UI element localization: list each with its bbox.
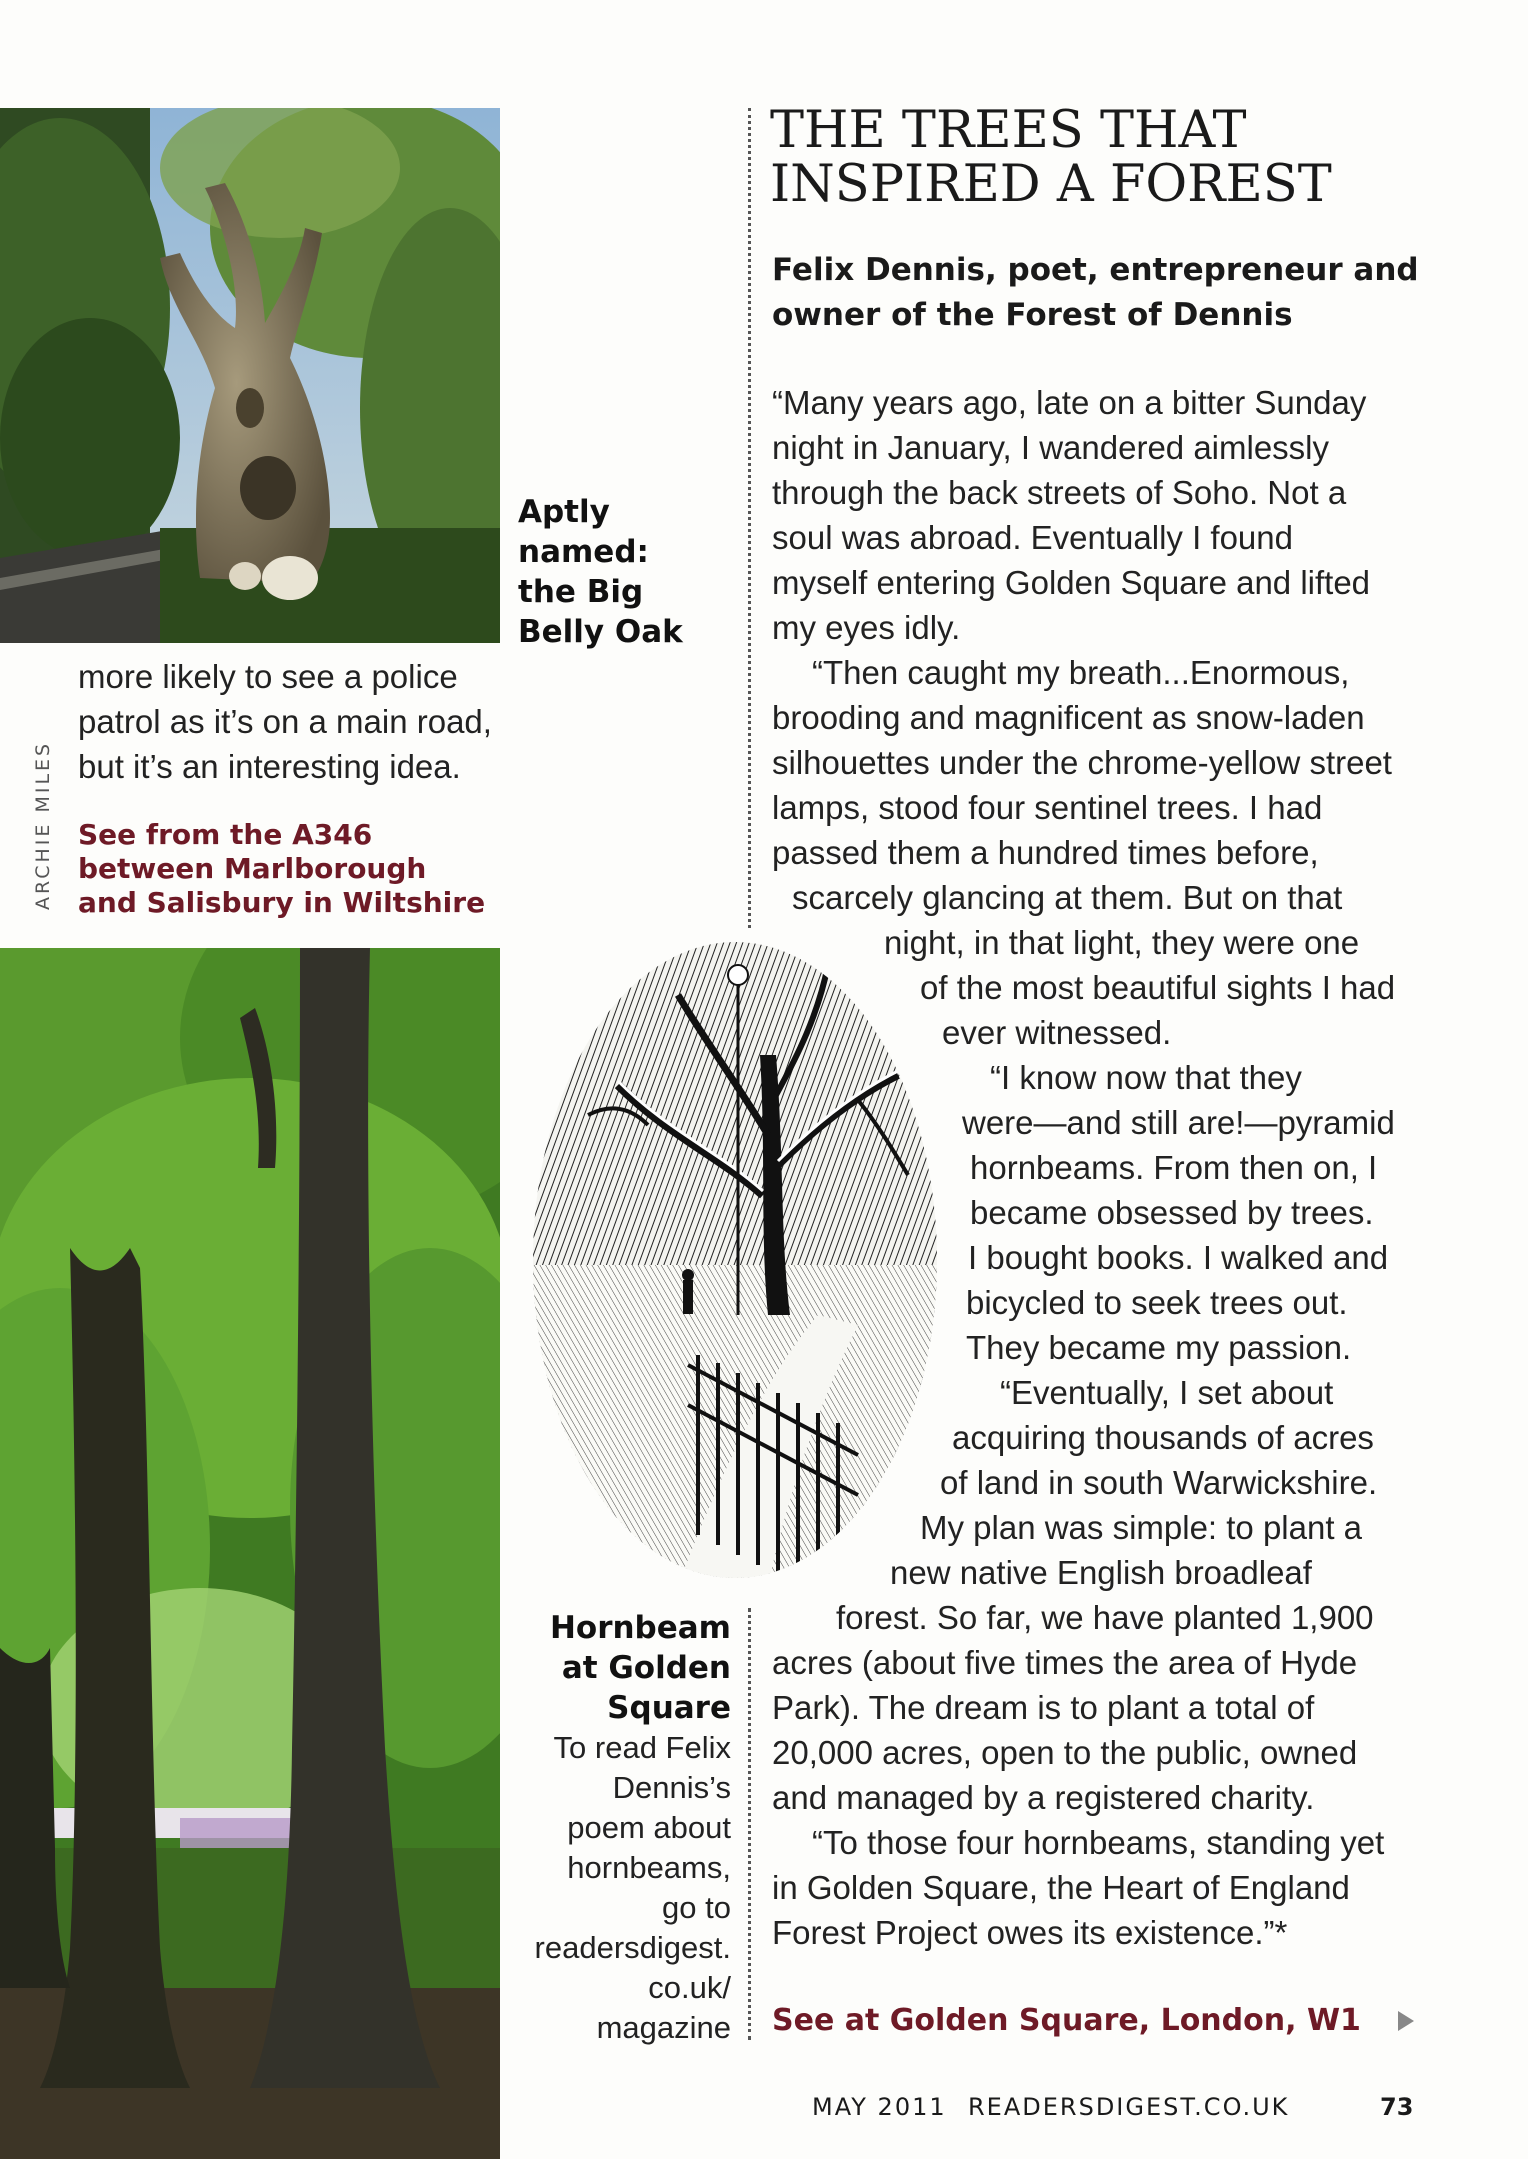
body-line: I bought books. I walked and <box>968 1239 1389 1276</box>
body-line: but it’s an interesting idea. <box>78 748 461 785</box>
body-line: passed them a hundred times before, <box>772 834 1319 871</box>
body-line: ever witnessed. <box>942 1014 1172 1051</box>
body-line: patrol as it’s on a main road, <box>78 703 492 740</box>
hornbeam-caption-title <box>505 1608 731 1728</box>
body-line: Forest Project owes its existence.”* <box>772 1914 1288 1951</box>
location-line: and Salisbury in Wiltshire <box>78 886 486 919</box>
photo-credit: ARCHIE MILES <box>32 740 54 910</box>
caption-line: at Golden <box>561 1650 731 1686</box>
body-line: My plan was simple: to plant a <box>920 1509 1363 1546</box>
body-line: They became my passion. <box>966 1329 1352 1366</box>
body-line: 20,000 acres, open to the public, owned <box>772 1734 1358 1771</box>
caption-line: hornbeams, <box>567 1850 731 1885</box>
headline-line: INSPIRED A FOREST <box>770 155 1332 214</box>
body-line: forest. So far, we have planted 1,900 <box>836 1599 1374 1636</box>
caption-line: Belly Oak <box>518 614 683 650</box>
body-line: new native English broadleaf <box>890 1554 1312 1591</box>
body-line: more likely to see a police <box>78 658 458 695</box>
issue-date: MAY 2011 <box>812 2093 947 2121</box>
hornbeam-caption <box>505 1608 731 2048</box>
body-line: became obsessed by trees. <box>970 1194 1374 1231</box>
location-line: between Marlborough <box>78 852 427 885</box>
caption-line: Square <box>607 1690 731 1726</box>
site-url: READERSDIGEST.CO.UK <box>968 2093 1290 2121</box>
body-line: “To those four hornbeams, standing yet <box>812 1824 1385 1861</box>
body-line: brooding and magnificent as snow-laden <box>772 699 1365 736</box>
hornbeam-engraving <box>528 935 942 1585</box>
body-line: through the back streets of Soho. Not a <box>772 474 1347 511</box>
continue-arrow-icon <box>1398 2011 1414 2031</box>
page-number: 73 <box>1380 2093 1414 2121</box>
body-line: Park). The dream is to plant a total of <box>772 1689 1315 1726</box>
caption-line: poem about <box>567 1810 731 1845</box>
deck-line: Felix Dennis, poet, entrepreneur and <box>772 252 1419 288</box>
body-line: “Many years ago, late on a bitter Sunday <box>772 384 1367 421</box>
caption-line: the Big <box>518 574 644 610</box>
left-column-text <box>78 654 508 789</box>
column-divider <box>748 108 751 928</box>
big-belly-oak-photo <box>0 108 500 643</box>
body-line: were—and still are!—pyramid <box>962 1104 1395 1141</box>
body-line: acres (about five times the area of Hyde <box>772 1644 1358 1681</box>
body-line: of land in south Warwickshire. <box>940 1464 1378 1501</box>
deck-line: owner of the Forest of Dennis <box>772 297 1293 333</box>
body-line: night, in that light, they were one <box>884 924 1360 961</box>
caption-line: Dennis’s <box>612 1770 731 1805</box>
body-line: “Then caught my breath...Enormous, <box>812 654 1350 691</box>
article-headline <box>770 101 1470 214</box>
body-line: scarcely glancing at them. But on that <box>792 879 1343 916</box>
caption-line: co.uk/ <box>648 1970 731 2005</box>
body-line: and managed by a registered charity. <box>772 1779 1315 1816</box>
headline-line: THE TREES THAT <box>770 101 1247 160</box>
golden-square-location: See at Golden Square, London, W1 <box>772 2003 1361 2038</box>
body-line: hornbeams. From then on, I <box>970 1149 1378 1186</box>
body-line: acquiring thousands of acres <box>952 1419 1374 1456</box>
body-line: “I know now that they <box>990 1059 1302 1096</box>
hornbeam-caption-body <box>505 1728 731 2048</box>
caption-line: go to <box>662 1890 731 1925</box>
caption-line: To read Felix <box>553 1730 731 1765</box>
body-line: “Eventually, I set about <box>1000 1374 1334 1411</box>
oak-photo-caption <box>518 492 708 652</box>
caption-line: Hornbeam <box>549 1610 731 1646</box>
body-line: myself entering Golden Square and lifted <box>772 564 1371 601</box>
article-deck <box>772 248 1432 338</box>
body-line: soul was abroad. Eventually I found <box>772 519 1293 556</box>
caption-line: Aptly <box>518 494 610 530</box>
body-line: night in January, I wandered aimlessly <box>772 429 1330 466</box>
body-line: of the most beautiful sights I had <box>920 969 1396 1006</box>
body-line: in Golden Square, the Heart of England <box>772 1869 1350 1906</box>
body-line: silhouettes under the chrome-yellow street <box>772 744 1392 781</box>
caption-line: magazine <box>596 2010 731 2045</box>
caption-line: named: <box>518 534 649 570</box>
body-line: my eyes idly. <box>772 609 961 646</box>
body-line: lamps, stood four sentinel trees. I had <box>772 789 1323 826</box>
big-belly-oak-location <box>78 818 508 920</box>
tree-avenue-photo <box>0 948 500 2159</box>
caption-line: readersdigest. <box>534 1930 731 1965</box>
body-line: bicycled to seek trees out. <box>966 1284 1348 1321</box>
column-divider <box>748 1608 751 2040</box>
location-line: See from the A346 <box>78 818 373 851</box>
